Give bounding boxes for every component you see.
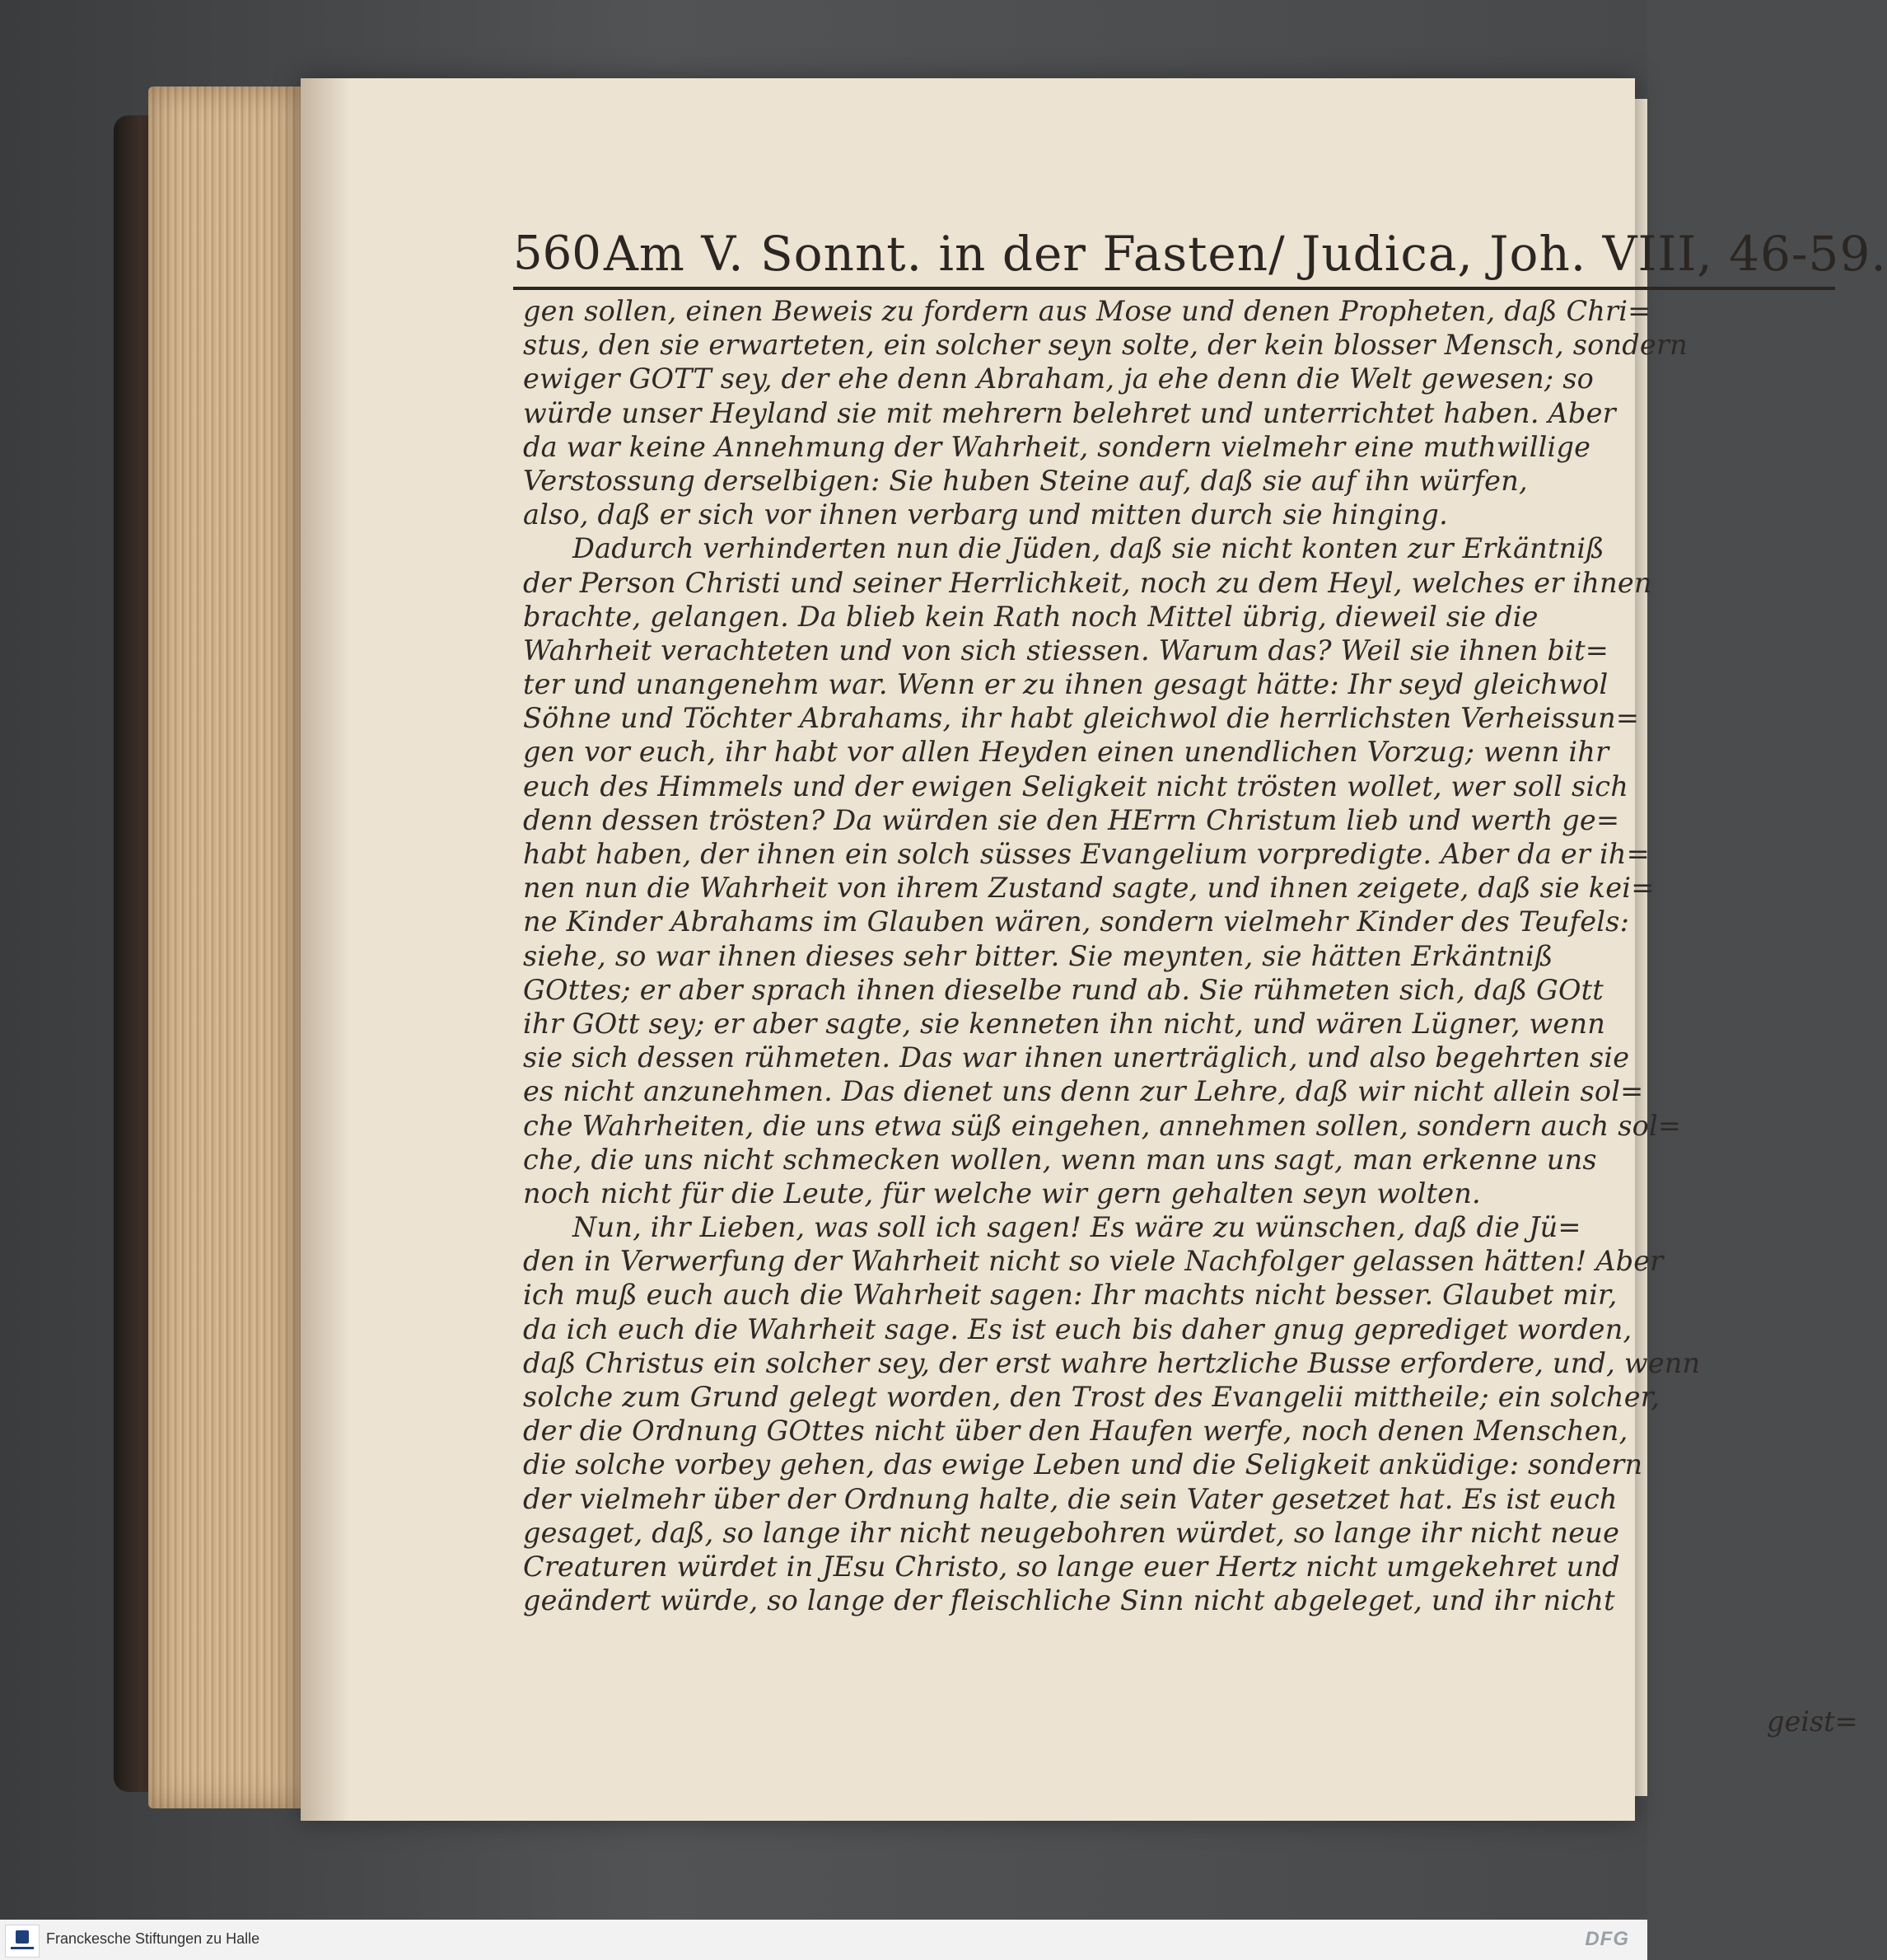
text-line: habt haben, der ihnen ein solch süsses Evangelium vorpredigte. Aber da er ih= xyxy=(523,838,1650,870)
text-line: ewiger GOTT sey, der ehe denn Abraham, ja ehe denn die Welt gewesen; so xyxy=(523,363,1595,395)
dfg-logo[interactable]: DFG xyxy=(1585,1928,1629,1950)
text-line: der vielmehr über der Ordnung halte, die sein Vater gesetzet hat. Es ist euch xyxy=(523,1482,1618,1515)
page-gutter-shadow xyxy=(301,78,350,1821)
text-line: würde unser Heyland sie mit mehrern belehret und unterrichtet haben. Aber xyxy=(523,396,1616,429)
text-line: gen sollen, einen Beweis zu fordern aus Mose und denen Propheten, daß Chri= xyxy=(523,295,1651,327)
text-line: es nicht anzunehmen. Das dienet uns denn zur Lehre, daß wir nicht allein sol= xyxy=(523,1075,1644,1108)
text-line: der die Ordnung GOttes nicht über den Haufen werfe, noch denen Menschen, xyxy=(523,1415,1628,1448)
body-text xyxy=(523,294,1841,1617)
catchword: geist= xyxy=(1767,1705,1858,1738)
text-line: che, die uns nicht schmecken wollen, wenn man uns sagt, man erkenne uns xyxy=(523,1143,1597,1176)
paragraph-start-line: Nun, ihr Lieben, was soll ich sagen! Es wäre zu wünschen, daß die Jü= xyxy=(572,1211,1581,1244)
text-line: Söhne und Töchter Abrahams, ihr habt gleichwol die herrlichsten Verheissun= xyxy=(523,702,1640,735)
text-line: nen nun die Wahrheit von ihrem Zustand sagte, und ihnen zeigete, daß sie kei= xyxy=(523,872,1655,905)
paragraph-start-line: Dadurch verhinderten nun die Jüden, daß sie nicht konten zur Erkäntniß xyxy=(572,532,1604,565)
text-line: also, daß er sich vor ihnen verbarg und mitten durch sie hinging. xyxy=(523,498,1448,531)
text-line: die solche vorbey gehen, das ewige Leben und die Seligkeit anküdige: sondern xyxy=(523,1448,1643,1481)
text-line: gen vor euch, ihr habt vor allen Heyden einen unendlichen Vorzug; wenn ihr xyxy=(523,736,1609,769)
text-line: noch nicht für die Leute, für welche wir gern gehalten seyn wolten. xyxy=(523,1176,1481,1209)
text-line: stus, den sie erwarteten, ein solcher seyn solte, der kein blosser Mensch, sondern xyxy=(523,329,1688,362)
text-line: ich muß euch auch die Wahrheit sagen: Ihr machts nicht besser. Glaubet mir, xyxy=(523,1279,1618,1312)
book-page xyxy=(301,78,1887,1821)
running-head-title: Am V. Sonnt. in der Fasten/ Judica, Joh. VIII, 46-59. xyxy=(604,226,1887,282)
text-line: GOttes; er aber sprach ihnen dieselbe rund ab. Sie rühmeten sich, daß GOtt xyxy=(523,973,1604,1006)
text-line: euch des Himmels und der ewigen Seligkeit nicht trösten wollet, wer soll sich xyxy=(523,769,1629,802)
text-line: che Wahrheiten, die uns etwa süß eingehen, annehmen sollen, sondern auch sol= xyxy=(523,1109,1682,1142)
text-line: geändert würde, so lange der fleischliche Sinn nicht abgeleget, und ihr nicht xyxy=(523,1584,1615,1617)
text-line: solche zum Grund gelegt worden, den Trost des Evangelii mittheile; ein solcher, xyxy=(523,1381,1660,1413)
viewer-footer xyxy=(0,1920,1647,1960)
text-line: da war keine Annehmung der Wahrheit, sondern vielmehr eine muthwillige xyxy=(523,430,1591,463)
text-line: ne Kinder Abrahams im Glauben wären, sondern vielmehr Kinder des Teufels: xyxy=(523,905,1630,938)
text-line: da ich euch die Wahrheit sage. Es ist euch bis daher gnug geprediget worden, xyxy=(523,1312,1632,1345)
page-number: 560 xyxy=(513,227,601,280)
text-line: Wahrheit verachteten und von sich stiessen. Warum das? Weil sie ihnen bit= xyxy=(523,634,1609,667)
text-line: ter und unangenehm war. Wenn er zu ihnen gesagt hätte: Ihr seyd gleichwol xyxy=(523,668,1609,701)
text-line: sie sich dessen rühmeten. Das war ihnen unerträglich, und also begehrten sie xyxy=(523,1041,1630,1074)
text-line: daß Christus ein solcher sey, der erst wahre hertzliche Busse erfordere, und, wenn xyxy=(523,1346,1701,1379)
running-head xyxy=(513,222,1887,290)
institution-logo-icon[interactable] xyxy=(5,1925,40,1958)
institution-name[interactable]: Franckesche Stiftungen zu Halle xyxy=(46,1930,260,1947)
text-line: Verstossung derselbigen: Sie huben Steine auf, daß sie auf ihn würfen, xyxy=(523,464,1528,497)
text-line: denn dessen trösten? Da würden sie den HErrn Christum lieb und werth ge= xyxy=(523,803,1620,836)
text-line: der Person Christi und seiner Herrlichkeit, noch zu dem Heyl, welches er ihnen xyxy=(523,566,1652,599)
text-line: brachte, gelangen. Da blieb kein Rath noch Mittel übrig, dieweil sie die xyxy=(523,600,1539,633)
text-line: gesaget, daß, so lange ihr nicht neugebohren würdet, so lange ihr nicht neue xyxy=(523,1516,1620,1549)
text-line: Creaturen würdet in JEsu Christo, so lange euer Hertz nicht umgekehret und xyxy=(523,1550,1620,1583)
text-line: siehe, so war ihnen dieses sehr bitter. Sie meynten, sie hätten Erkäntniß xyxy=(523,939,1553,972)
book-page-edges xyxy=(148,87,305,1808)
text-line: den in Verwerfung der Wahrheit nicht so viele Nachfolger gelassen hätten! Aber xyxy=(523,1245,1664,1278)
text-line: ihr GOtt sey; er aber sagte, sie kenneten ihn nicht, und wären Lügner, wenn xyxy=(523,1007,1606,1040)
